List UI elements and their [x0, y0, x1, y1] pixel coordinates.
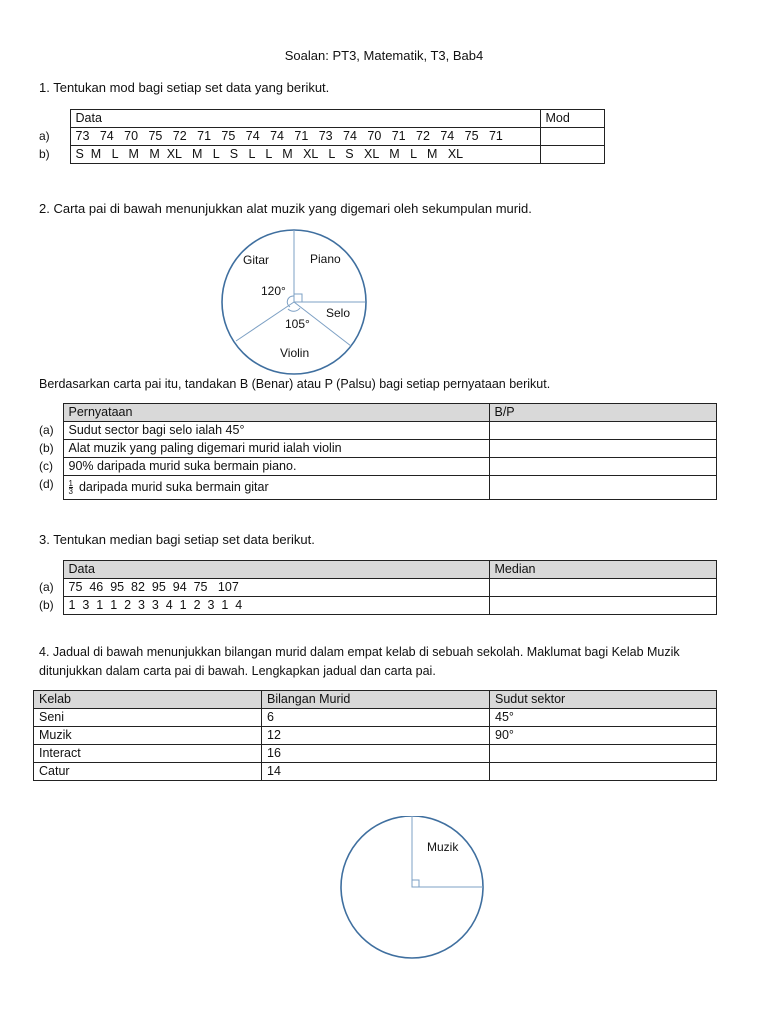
q2-statement-d-text: daripada murid suka bermain gitar [78, 480, 269, 494]
table-row [34, 709, 717, 727]
q4-kelab-catur: Catur [34, 763, 262, 781]
pie-angle-violin: 105° [285, 317, 310, 331]
q1-header-mod: Mod [540, 110, 604, 128]
q4-header-sudut: Sudut sektor [490, 691, 717, 709]
q4-bilangan-seni: 6 [262, 709, 490, 727]
q4-kelab-muzik: Muzik [34, 727, 262, 745]
pie-angle-gitar: 120° [261, 284, 286, 298]
q4-header-bilangan: Bilangan Murid [262, 691, 490, 709]
fraction-denominator: 3 [68, 487, 73, 497]
table-row [34, 763, 717, 781]
fraction [69, 480, 73, 495]
q2-answer-a[interactable] [489, 422, 716, 440]
table-row [39, 579, 716, 597]
q4-sudut-catur[interactable] [490, 763, 717, 781]
table-row [34, 727, 717, 745]
row-label: (b) [39, 441, 54, 455]
q1-data-b: S M L M M XL M L S L L M XL L S XL M L M XL [70, 146, 540, 164]
q4-kelab-interact: Interact [34, 745, 262, 763]
q4-kelab-seni: Seni [34, 709, 262, 727]
q2-statement-c: 90% daripada murid suka bermain piano. [63, 458, 489, 476]
table-row [39, 476, 716, 500]
q2-statement-d [63, 476, 489, 500]
pie-label-selo: Selo [326, 306, 351, 320]
q4-sudut-muzik[interactable]: 90° [490, 727, 717, 745]
q4-sudut-seni[interactable]: 45° [490, 709, 717, 727]
q4-bilangan-interact: 16 [262, 745, 490, 763]
q3-data-b: 1 3 1 1 2 3 3 4 1 2 3 1 4 [63, 597, 489, 615]
q3-answer-b[interactable] [489, 597, 716, 615]
question-4-text-line1: 4. Jadual di bawah menunjukkan bilangan murid dalam empat kelab di sebuah sekolah. Maklumat bagi Kelab Muzik [39, 645, 680, 659]
row-label: (d) [39, 476, 54, 491]
q1-header-data: Data [70, 110, 540, 128]
pie-chart-clubs [338, 816, 488, 966]
q1-answer-a[interactable] [540, 128, 604, 146]
q3-answer-a[interactable] [489, 579, 716, 597]
page-title: Soalan: PT3, Matematik, T3, Bab4 [284, 48, 484, 63]
table-row [39, 458, 716, 476]
q2-header-bp: B/P [489, 404, 716, 422]
row-label: (a) [39, 580, 54, 594]
q1-table [39, 109, 605, 164]
row-label: (a) [39, 423, 54, 437]
q3-table [39, 560, 717, 615]
row-label: (b) [39, 598, 54, 612]
q2-answer-d[interactable] [489, 476, 716, 500]
row-label: (c) [39, 459, 53, 473]
fraction-numerator: 1 [68, 479, 73, 489]
q4-bilangan-catur: 14 [262, 763, 490, 781]
q4-header-kelab: Kelab [34, 691, 262, 709]
q2-table [39, 403, 717, 500]
q2-answer-c[interactable] [489, 458, 716, 476]
pie-chart-music [218, 226, 370, 378]
question-3-text: 3. Tentukan median bagi setiap set data berikut. [39, 532, 315, 547]
question-1-text: 1. Tentukan mod bagi setiap set data yang berikut. [39, 80, 330, 95]
table-row [39, 597, 716, 615]
q4-table [33, 690, 717, 781]
pie-label-violin: Violin [280, 346, 310, 360]
pie-label-piano: Piano [310, 252, 341, 266]
q4-sudut-interact[interactable] [490, 745, 717, 763]
table-row [39, 128, 604, 146]
q1-data-a: 73 74 70 75 72 71 75 74 74 71 73 74 70 71 72 74 75 71 [70, 128, 540, 146]
table-row [39, 440, 716, 458]
q3-header-median: Median [489, 561, 716, 579]
q1-answer-b[interactable] [540, 146, 604, 164]
q4-bilangan-muzik: 12 [262, 727, 490, 745]
table-row [39, 146, 604, 164]
table-row [39, 422, 716, 440]
table-row [34, 745, 717, 763]
pie-label-gitar: Gitar [243, 253, 270, 267]
q2-answer-b[interactable] [489, 440, 716, 458]
q3-data-a: 75 46 95 82 95 94 75 107 [63, 579, 489, 597]
pie-label-muzik: Muzik [427, 840, 459, 854]
row-label: a) [39, 129, 50, 143]
q2-statement-a: Sudut sector bagi selo ialah 45° [63, 422, 489, 440]
question-2-instruction: Berdasarkan carta pai itu, tandakan B (Benar) atau P (Palsu) bagi setiap pernyataan berikut. [39, 377, 551, 391]
q2-header-statement: Pernyataan [63, 404, 489, 422]
q3-header-data: Data [63, 561, 489, 579]
q2-statement-b: Alat muzik yang paling digemari murid ialah violin [63, 440, 489, 458]
question-4-text-line2: ditunjukkan dalam carta pai di bawah. Lengkapkan jadual dan carta pai. [39, 664, 436, 678]
row-label: b) [39, 147, 50, 161]
question-2-text: 2. Carta pai di bawah menunjukkan alat muzik yang digemari oleh sekumpulan murid. [39, 201, 532, 216]
